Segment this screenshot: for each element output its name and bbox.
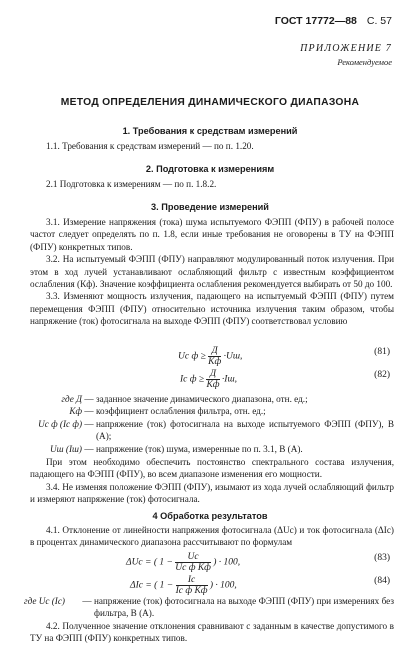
definition-dash: — — [84, 406, 94, 417]
formula-81-rhs: ·Uш, — [223, 351, 243, 362]
paragraph-1-1: 1.1. Требования к средствам измерений — по п. 1.20. — [46, 141, 254, 151]
definition-row — [30, 418, 394, 443]
formula-84-number: (84) — [374, 576, 390, 586]
paragraph-3-3-note: При этом необходимо обеспечить постоянство спектрального состава излучения, падающего на ФЭПП (ФПУ), во всем диапазоне изменения его мощности. — [30, 457, 394, 480]
formula-84-rhs: ) · 100, — [209, 580, 237, 591]
definition-dash: — — [84, 394, 94, 404]
section-4-body-top — [30, 524, 394, 549]
appendix-subtitle: Рекомендуемое — [337, 57, 392, 68]
formula-82-denominator: Кф — [206, 380, 220, 390]
page-header — [275, 15, 392, 27]
definition-text: заданное значение динамического диапазона, отн. ед.; — [96, 394, 308, 404]
standard-number: ГОСТ 17772—88 — [274, 15, 357, 27]
definition-dash: — — [82, 596, 92, 606]
section-3-heading: 3. Проведение измерений — [151, 202, 269, 212]
section-4-definitions — [24, 595, 394, 620]
formula-84-denominator: Iс ф Кф — [175, 586, 208, 596]
appendix-title: ПРИЛОЖЕНИЕ 7 — [300, 43, 392, 54]
section-4-heading: 4 Обработка результатов — [152, 511, 268, 521]
definition-dash: — — [84, 443, 94, 454]
paragraph-2-1: 2.1 Подготовка к измерениям — по п. 1.8.2. — [46, 179, 217, 189]
definition-row — [30, 393, 394, 405]
section-1-body — [30, 140, 394, 152]
formula-84-lhs: ΔIс = ( 1 − — [130, 580, 174, 591]
definition-row — [30, 405, 394, 417]
definition-dash: — — [84, 418, 94, 429]
formula-81-number: (81) — [374, 347, 390, 357]
formula-81-numerator: Д — [208, 346, 221, 357]
formula-82-rhs: ·Iш, — [221, 374, 237, 385]
section-1-heading: 1. Требования к средствам измерений — [122, 126, 298, 136]
paragraph-3-3: 3.3. Изменяют мощность излучения, падающего на испытуемый ФЭПП (ФПУ) путем перемещения ФЭПП (ФПУ) относительно источника излучения таким образом, чтобы напряжение (ток) фотосигнала на выходе ФЭПП (ФПУ) соответствовал условию — [30, 291, 394, 327]
section-4-body-bottom — [30, 620, 394, 644]
formula-82-numerator: Д — [206, 369, 219, 380]
formula-83-lhs: ΔUс = ( 1 − — [126, 557, 173, 568]
definition-row — [24, 595, 394, 620]
appendix-label — [300, 43, 392, 69]
formula-81-denominator: Кф — [208, 357, 222, 367]
formula-84 — [0, 572, 420, 594]
definition-symbol: Кф — [69, 406, 82, 417]
paragraph-3-1: 3.1. Измерение напряжения (тока) шума испытуемого ФЭПП (ФПУ) в рабочей полосе частот следует определять по п. 1.8, если иные требования не оговорены в ТУ на ФЭПП (ФПУ) конкретных типов. — [30, 217, 394, 252]
formula-82 — [0, 366, 420, 388]
definition-symbol: Uш (Iш) — [50, 443, 82, 454]
formula-82-number: (82) — [374, 370, 390, 380]
formula-81-fraction — [208, 346, 221, 367]
section-3-body-top — [30, 216, 394, 328]
section-2-body — [30, 178, 394, 190]
definition-text: напряжение (ток) фотосигнала на выходе испытуемого ФЭПП (ФПУ), В (А); — [96, 418, 394, 442]
section-2-heading: 2. Подготовка к измерениям — [145, 164, 275, 174]
page-number: С. 57 — [366, 15, 392, 27]
formula-83 — [0, 549, 420, 571]
formula-83-number: (83) — [374, 553, 390, 563]
definition-text: коэффициент ослабления фильтра, отн. ед.; — [96, 406, 266, 417]
formula-82-fraction — [206, 369, 219, 390]
definition-row — [30, 443, 394, 455]
definition-symbol: где Uс (Iс) — [24, 596, 65, 606]
formula-81 — [0, 343, 420, 365]
formula-83-fraction — [175, 552, 211, 573]
definitions-list — [30, 393, 394, 455]
formula-82-lhs: Iс ф ≥ — [180, 374, 205, 385]
document-title: МЕТОД ОПРЕДЕЛЕНИЯ ДИНАМИЧЕСКОГО ДИАПАЗОНА — [60, 97, 360, 108]
formula-84-numerator: Iс — [176, 575, 208, 586]
paragraph-4-2: 4.2. Полученное значение отклонения сравнивают с заданным в качестве допустимого в ТУ на ФЭПП (ФПУ) конкретных типов. — [30, 621, 394, 644]
definition-text: напряжение (ток) шума, измеренные по п. 3.1, В (А). — [96, 443, 303, 454]
formula-83-rhs: ) · 100, — [213, 557, 241, 568]
definition-text: напряжение (ток) фотосигнала на выходе ФЭПП (ФПУ) при измерениях без фильтра, В (А). — [94, 596, 394, 619]
section-3-body-bottom — [30, 456, 394, 506]
formula-83-numerator: Uс — [175, 552, 211, 563]
paragraph-3-4: 3.4. Не изменяя положение ФЭПП (ФПУ), изымают из хода лучей ослабляющий фильтр и измеряют напряжение (ток) фотосигнала. — [30, 481, 394, 505]
formula-81-lhs: Uс ф ≥ — [178, 351, 206, 362]
formula-83-denominator: Uс ф Кф — [175, 563, 211, 573]
definition-symbol: Uс ф (Iс ф) — [38, 418, 82, 429]
paragraph-4-1: 4.1. Отклонение от линейности напряжения фотосигнала (ΔUс) и ток фотосигнала (ΔIс) в процентах динамического диапазона рассчитывают по формулам — [30, 525, 394, 548]
definition-symbol: где Д — [61, 394, 82, 404]
paragraph-3-2: 3.2. На испытуемый ФЭПП (ФПУ) направляют модулированный поток излучения. При этом в ход лучей устанавливают ослабляющий фильтр с известным коэффициентом ослабления (Кф). Значение коэффициента ослабления рекомендуется выбирать от 50 до 100. — [30, 254, 394, 290]
formula-84-fraction — [176, 575, 208, 596]
